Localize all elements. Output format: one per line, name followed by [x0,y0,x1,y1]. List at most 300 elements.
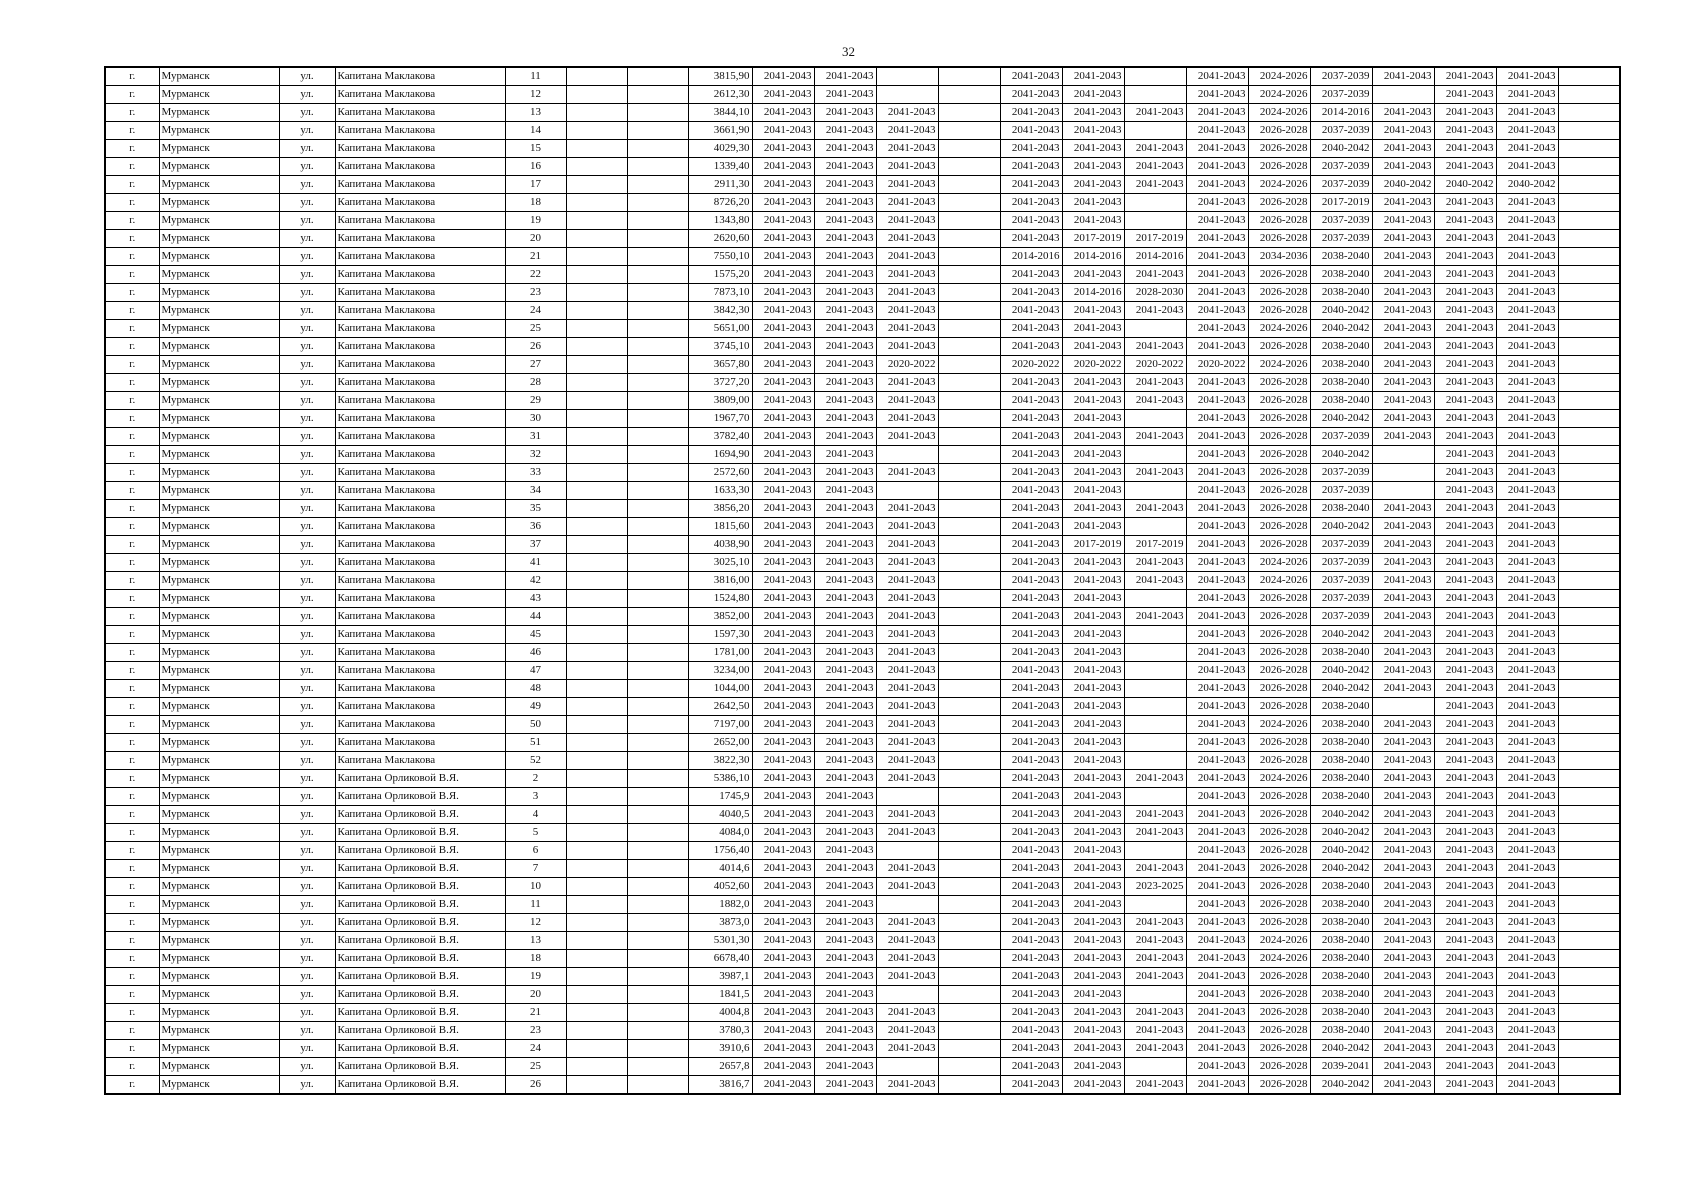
table-cell: Мурманск [159,1040,279,1058]
table-cell [566,914,627,932]
table-cell: 2041-2043 [1434,140,1496,158]
table-cell [627,662,688,680]
table-cell-empty [1558,356,1620,374]
table-cell [938,986,1000,1004]
table-cell: 2024-2026 [1248,572,1310,590]
table-cell: 2041-2043 [1434,392,1496,410]
table-cell: 2041-2043 [752,806,814,824]
table-cell [1124,896,1186,914]
table-cell: 2026-2028 [1248,392,1310,410]
table-cell-empty [1558,194,1620,212]
table-cell: 2026-2028 [1248,500,1310,518]
table-cell: Мурманск [159,950,279,968]
table-cell: Капитана Орликовой В.Я. [335,1004,505,1022]
table-cell: 5301,30 [688,932,752,950]
table-cell: 2041-2043 [752,914,814,932]
table-row [105,554,1620,572]
table-cell: Капитана Маклакова [335,374,505,392]
table-cell: 2041-2043 [1000,644,1062,662]
table-cell: 2041-2043 [1496,824,1558,842]
table-cell: 2041-2043 [1496,788,1558,806]
table-cell: 2041-2043 [1124,266,1186,284]
table-cell: 2041-2043 [752,320,814,338]
table-cell: 2026-2028 [1248,482,1310,500]
table-cell [938,248,1000,266]
table-cell: 3 [505,788,566,806]
table-cell: г. [105,788,159,806]
table-cell: г. [105,1040,159,1058]
table-cell: 2040-2042 [1310,1076,1372,1095]
table-cell: 2014-2016 [1310,104,1372,122]
table-cell: 2026-2028 [1248,122,1310,140]
table-cell: 2026-2028 [1248,1022,1310,1040]
table-row [105,662,1620,680]
table-cell: 2041-2043 [1434,824,1496,842]
table-cell [627,806,688,824]
table-cell: г. [105,752,159,770]
table-cell [627,338,688,356]
table-cell: 2041-2043 [1372,122,1434,140]
table-cell: 16 [505,158,566,176]
table-cell [627,752,688,770]
table-cell: 2041-2043 [1186,788,1248,806]
table-cell: г. [105,212,159,230]
table-cell: ул. [279,860,335,878]
table-cell: Капитана Маклакова [335,608,505,626]
table-cell: 2041-2043 [1062,572,1124,590]
table-cell: 2041-2043 [1124,914,1186,932]
table-cell: 10 [505,878,566,896]
table-cell [938,518,1000,536]
table-cell-empty [1558,698,1620,716]
table-row [105,158,1620,176]
table-cell: 2041-2043 [876,302,938,320]
table-cell: 2041-2043 [1186,626,1248,644]
table-cell: 2041-2043 [1372,878,1434,896]
table-cell: 2041-2043 [1372,734,1434,752]
table-cell: 2026-2028 [1248,1040,1310,1058]
table-cell: 2041-2043 [1186,716,1248,734]
table-cell: 2642,50 [688,698,752,716]
table-cell [938,1004,1000,1022]
table-cell: 2041-2043 [752,158,814,176]
table-cell: 2041-2043 [1186,968,1248,986]
table-cell: 2038-2040 [1310,248,1372,266]
table-cell-empty [1558,1040,1620,1058]
table-cell [627,860,688,878]
table-cell: 2041-2043 [876,338,938,356]
table-cell: 2041-2043 [1186,500,1248,518]
table-row [105,1058,1620,1076]
table-cell [1124,842,1186,860]
table-cell: 2014-2016 [1062,248,1124,266]
table-cell: Капитана Маклакова [335,428,505,446]
table-cell: Капитана Орликовой В.Я. [335,1076,505,1095]
table-cell [938,446,1000,464]
table-cell: 2041-2043 [814,968,876,986]
table-cell: Мурманск [159,734,279,752]
table-cell: 2041-2043 [1062,1076,1124,1095]
table-cell [938,302,1000,320]
table-cell: 51 [505,734,566,752]
table-cell: 2041-2043 [1186,986,1248,1004]
table-cell: ул. [279,122,335,140]
table-cell: 2041-2043 [1434,1058,1496,1076]
table-cell: 2041-2043 [1496,698,1558,716]
table-cell: 2041-2043 [1062,122,1124,140]
table-row [105,626,1620,644]
table-cell: 1882,0 [688,896,752,914]
table-row [105,644,1620,662]
table-cell: 2041-2043 [1186,67,1248,86]
table-cell: ул. [279,734,335,752]
table-cell: Мурманск [159,716,279,734]
table-cell: ул. [279,374,335,392]
table-cell: 2041-2043 [1372,1040,1434,1058]
table-cell: 2034-2036 [1248,248,1310,266]
table-cell [566,482,627,500]
table-cell: 2041-2043 [876,770,938,788]
table-cell [938,860,1000,878]
table-cell: 2041-2043 [876,536,938,554]
table-cell: Мурманск [159,284,279,302]
table-cell: 2041-2043 [1496,248,1558,266]
table-cell: 2041-2043 [1434,680,1496,698]
table-cell: Капитана Маклакова [335,518,505,536]
table-cell: Мурманск [159,500,279,518]
table-cell: 2041-2043 [1000,698,1062,716]
table-cell: 2041-2043 [1496,86,1558,104]
table-cell: 2041-2043 [1186,320,1248,338]
table-cell: 6 [505,842,566,860]
table-cell: г. [105,176,159,194]
table-cell [627,392,688,410]
table-cell: 2041-2043 [1372,644,1434,662]
table-cell: 42 [505,572,566,590]
table-cell: 2024-2026 [1248,554,1310,572]
table-cell [566,626,627,644]
table-cell: 2041-2043 [1434,1040,1496,1058]
table-cell: 2041-2043 [752,482,814,500]
table-cell: 2041-2043 [1434,86,1496,104]
table-cell: г. [105,590,159,608]
table-cell: 2041-2043 [752,410,814,428]
table-cell-empty [1558,1058,1620,1076]
table-cell: 19 [505,968,566,986]
table-cell: г. [105,662,159,680]
table-cell: 2041-2043 [814,752,876,770]
table-cell [627,302,688,320]
table-cell: ул. [279,302,335,320]
table-cell: 2026-2028 [1248,788,1310,806]
table-cell: 2041-2043 [1186,140,1248,158]
table-cell: 3816,00 [688,572,752,590]
table-cell: 2041-2043 [1372,194,1434,212]
table-cell [627,194,688,212]
table-cell: 2041-2043 [752,860,814,878]
table-cell: 2041-2043 [1372,500,1434,518]
table-cell: 2041-2043 [1000,536,1062,554]
table-cell: 2041-2043 [1372,67,1434,86]
table-cell: 3661,90 [688,122,752,140]
table-cell: 2041-2043 [752,1076,814,1095]
table-cell: ул. [279,320,335,338]
table-cell: Мурманск [159,176,279,194]
table-cell: 2041-2043 [752,230,814,248]
table-cell [627,248,688,266]
table-row [105,680,1620,698]
table-cell [938,86,1000,104]
table-cell: 2041-2043 [1372,302,1434,320]
table-cell: ул. [279,536,335,554]
table-cell: 2038-2040 [1310,698,1372,716]
table-cell: 2041-2043 [1186,932,1248,950]
table-cell: г. [105,842,159,860]
table-cell: 2026-2028 [1248,374,1310,392]
table-cell: 2041-2043 [1186,770,1248,788]
table-cell: 2041-2043 [1000,86,1062,104]
table-cell: 2041-2043 [1000,842,1062,860]
table-cell: 2041-2043 [1186,266,1248,284]
table-cell: 2041-2043 [1062,986,1124,1004]
table-cell: 3844,10 [688,104,752,122]
table-cell: 2041-2043 [1434,1004,1496,1022]
table-cell: г. [105,266,159,284]
table-cell [627,86,688,104]
table-cell [627,428,688,446]
table-cell: Мурманск [159,824,279,842]
table-cell: 2041-2043 [1496,140,1558,158]
table-cell: 2041-2043 [1062,500,1124,518]
table-cell: 2041-2043 [814,284,876,302]
table-cell [566,932,627,950]
table-cell: 2041-2043 [1186,212,1248,230]
table-cell [938,950,1000,968]
table-cell [627,500,688,518]
table-cell: 2041-2043 [1000,554,1062,572]
table-cell: 2041-2043 [1434,860,1496,878]
table-cell: 46 [505,644,566,662]
table-cell: 2041-2043 [1124,374,1186,392]
table-cell [627,914,688,932]
table-cell [1124,67,1186,86]
table-cell [627,67,688,86]
table-cell [938,680,1000,698]
table-cell: Мурманск [159,896,279,914]
table-cell: 1756,40 [688,842,752,860]
table-cell-empty [1558,554,1620,572]
table-cell: 2040-2042 [1496,176,1558,194]
table-cell: Мурманск [159,194,279,212]
table-cell: 2041-2043 [1000,176,1062,194]
table-cell: 2041-2043 [1496,716,1558,734]
table-cell: 2041-2043 [1496,392,1558,410]
table-cell: 1694,90 [688,446,752,464]
table-row [105,500,1620,518]
table-cell: ул. [279,1058,335,1076]
table-cell: 2041-2043 [1062,680,1124,698]
table-cell [627,878,688,896]
table-cell-empty [1558,410,1620,428]
table-cell: 2041-2043 [752,986,814,1004]
table-cell: 2041-2043 [1434,320,1496,338]
table-cell: 2041-2043 [1496,104,1558,122]
table-cell: 3816,7 [688,1076,752,1095]
table-cell: 2041-2043 [1496,122,1558,140]
table-cell [627,176,688,194]
table-cell: 2041-2043 [1372,1004,1434,1022]
table-cell-empty [1558,788,1620,806]
table-cell: 2038-2040 [1310,986,1372,1004]
table-cell-empty [1558,860,1620,878]
table-row [105,1004,1620,1022]
table-cell: Капитана Орликовой В.Я. [335,770,505,788]
table-cell: 12 [505,86,566,104]
table-cell: 2041-2043 [1186,860,1248,878]
table-cell [938,644,1000,662]
table-cell-empty [1558,320,1620,338]
table-cell [1124,410,1186,428]
table-cell: 31 [505,428,566,446]
table-cell: 2041-2043 [814,860,876,878]
table-row [105,67,1620,86]
table-cell: 2041-2043 [1186,554,1248,572]
table-cell: 2037-2039 [1310,176,1372,194]
table-row [105,734,1620,752]
table-cell: 2041-2043 [752,67,814,86]
table-cell: 2041-2043 [1186,338,1248,356]
table-cell: г. [105,968,159,986]
table-cell: 2041-2043 [1434,428,1496,446]
table-cell: 2041-2043 [1434,590,1496,608]
table-cell: Капитана Орликовой В.Я. [335,806,505,824]
table-cell: 2038-2040 [1310,1004,1372,1022]
table-cell: 2041-2043 [1062,266,1124,284]
table-cell: 2041-2043 [1186,1022,1248,1040]
table-cell: 2041-2043 [876,320,938,338]
table-cell: 2041-2043 [1496,770,1558,788]
table-cell: 2038-2040 [1310,356,1372,374]
table-cell: 2041-2043 [876,932,938,950]
table-cell: 2041-2043 [1372,518,1434,536]
table-cell: 2041-2043 [1496,644,1558,662]
table-cell: 2041-2043 [1434,662,1496,680]
table-cell: 2041-2043 [1186,662,1248,680]
table-cell [627,212,688,230]
table-cell: 2041-2043 [1062,212,1124,230]
table-cell: 2041-2043 [1434,878,1496,896]
table-cell [1124,644,1186,662]
table-cell: 2041-2043 [1062,698,1124,716]
table-cell: 2041-2043 [752,824,814,842]
table-cell: 2040-2042 [1310,1040,1372,1058]
table-cell: 1343,80 [688,212,752,230]
table-cell: Мурманск [159,1022,279,1040]
table-cell: 2037-2039 [1310,554,1372,572]
table-cell [938,878,1000,896]
table-cell: 2041-2043 [1434,356,1496,374]
table-cell [876,986,938,1004]
table-cell [566,140,627,158]
table-cell [627,554,688,572]
table-cell: г. [105,986,159,1004]
table-cell: 2026-2028 [1248,878,1310,896]
table-cell: 2041-2043 [1000,680,1062,698]
table-cell: 2041-2043 [814,932,876,950]
table-cell: 2041-2043 [1372,662,1434,680]
table-cell [1124,626,1186,644]
table-cell: 2041-2043 [752,500,814,518]
table-cell [566,680,627,698]
table-cell: г. [105,860,159,878]
table-cell: Капитана Орликовой В.Я. [335,824,505,842]
table-cell: 2041-2043 [814,230,876,248]
table-cell: 2041-2043 [1434,806,1496,824]
table-cell: 2041-2043 [814,644,876,662]
table-cell [627,950,688,968]
table-row [105,464,1620,482]
table-cell [938,842,1000,860]
table-cell: Мурманск [159,590,279,608]
table-cell [938,122,1000,140]
table-cell: 2038-2040 [1310,896,1372,914]
table-cell: г. [105,716,159,734]
table-cell: Мурманск [159,842,279,860]
table-cell: 2041-2043 [876,266,938,284]
table-cell-empty [1558,644,1620,662]
table-cell: 2041-2043 [1372,536,1434,554]
table-cell [876,86,938,104]
table-cell: 2041-2043 [1186,734,1248,752]
table-cell: 2041-2043 [1372,158,1434,176]
table-cell: Мурманск [159,662,279,680]
table-cell: Капитана Маклакова [335,554,505,572]
table-cell: 2041-2043 [1062,1022,1124,1040]
table-cell: 2041-2043 [752,176,814,194]
table-cell: г. [105,626,159,644]
table-cell: Мурманск [159,482,279,500]
table-cell: 2041-2043 [876,554,938,572]
table-cell [1124,446,1186,464]
table-cell: 2041-2043 [814,698,876,716]
table-row [105,212,1620,230]
table-cell [938,626,1000,644]
table-cell: 2026-2028 [1248,752,1310,770]
table-cell [566,1058,627,1076]
table-cell: Капитана Орликовой В.Я. [335,968,505,986]
table-cell: г. [105,482,159,500]
table-cell: 14 [505,122,566,140]
table-cell: Капитана Маклакова [335,392,505,410]
table-cell-empty [1558,230,1620,248]
table-cell [1124,788,1186,806]
table-cell: 24 [505,1040,566,1058]
table-cell [627,284,688,302]
table-cell [1124,518,1186,536]
table-cell: 2026-2028 [1248,644,1310,662]
table-cell: 2041-2043 [1434,788,1496,806]
table-cell: г. [105,410,159,428]
table-cell: 2041-2043 [1372,410,1434,428]
table-cell: 2041-2043 [1186,752,1248,770]
table-cell: 2041-2043 [752,140,814,158]
table-cell [627,1058,688,1076]
table-cell: 2041-2043 [1000,446,1062,464]
table-cell: 2041-2043 [752,536,814,554]
table-cell: Капитана Маклакова [335,356,505,374]
table-cell: 2041-2043 [876,140,938,158]
table-cell [1124,122,1186,140]
